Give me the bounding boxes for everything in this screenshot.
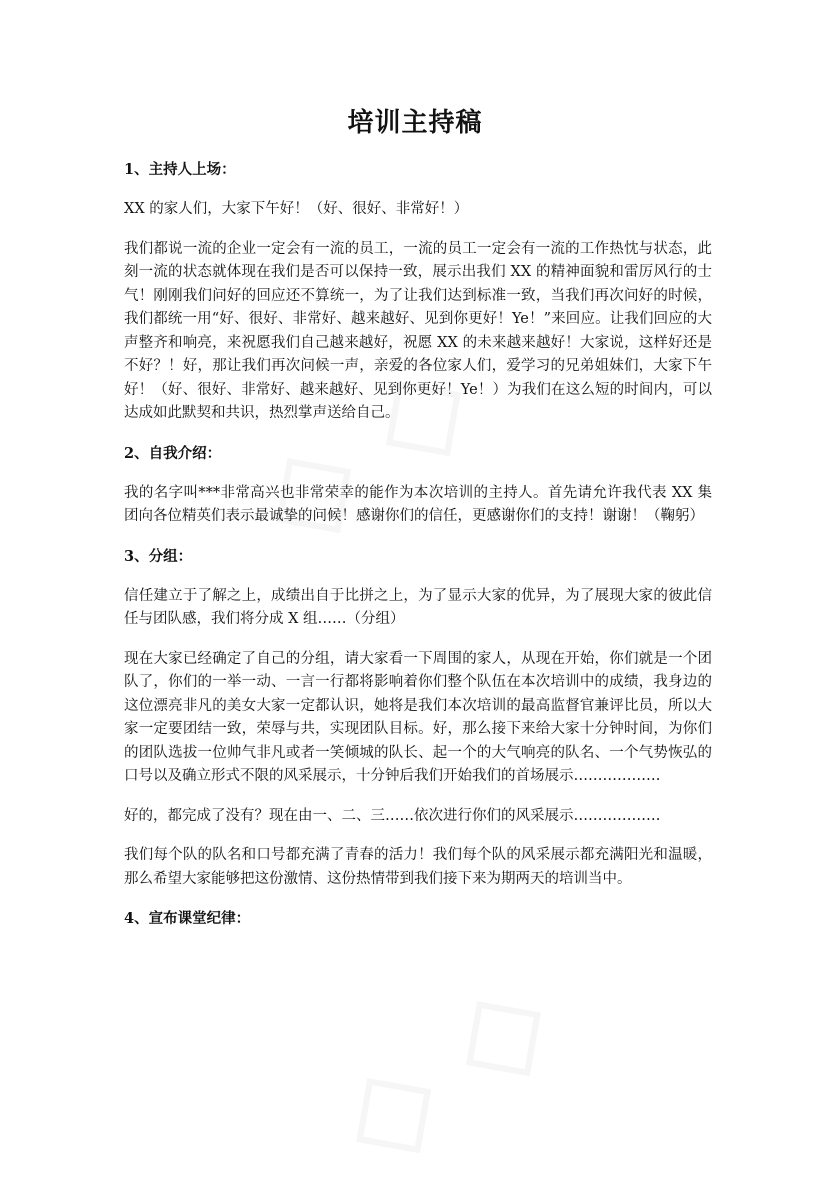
paragraph: 我的名字叫***非常高兴也非常荣幸的能作为本次培训的主持人。首先请允许我代表 XX 集团向各位精英们表示最诚挚的问候！感谢你们的信任，更感谢你们的支持！谢谢！（鞠躬） (124, 484, 712, 524)
section-heading: 2、自我介绍： (124, 444, 222, 462)
paragraph: 信任建立于了解之上，成绩出自于比拼之上，为了显示大家的优异，为了展现大家的彼此信任与团队感，我们将分成 X 组……（分组） (124, 587, 712, 627)
section-grouping (124, 545, 712, 892)
section-classroom-rules (124, 907, 712, 931)
paragraph: XX 的家人们，大家下午好！（好、很好、非常好！） (124, 201, 469, 217)
section-host-entrance (124, 158, 712, 426)
section-heading: 3、分组： (124, 547, 193, 565)
section-self-introduction (124, 442, 712, 529)
watermark (311, 948, 576, 1191)
paragraph: 我们都说一流的企业一定会有一流的员工，一流的员工一定会有一流的工作热忱与状态，此刻一流的状态就体现在我们是否可以保持一致，展示出我们 XX 的精神面貌和雷厉风行的士气！刚刚我们问好的回应还不算统一，为了让我们达到标准一致，当我们再次问好的时候，我们都统一用“好、很好、非常好、越来越好、见到你更好！Ye！”来回应。让我们回应的大声整齐和响亮，来祝愿我们自己越来越好，祝愿 XX 的未来越来越好！大家说，这样好还是不好？！好，那让我们再次问候一声，亲爱的各位家人们，爱学习的兄弟姐妹们，大家下午好！（好、很好、非常好、越来越好、见到你更好！Ye！）为我们在这么短的时间内，可以达成如此默契和共识，热烈掌声送给自己。 (124, 240, 712, 421)
paragraph: 现在大家已经确定了自己的分组，请大家看一下周围的家人，从现在开始，你们就是一个团队了，你们的一举一动、一言一行都将影响着你们整个队伍在本次培训中的成绩，我身边的这位漂亮非凡的美女大家一定都认识，她将是我们本次培训的最高监督官兼评比员，所以大家一定要团结一致，荣辱与共，实现团队目标。好，那么接下来给大家十分钟时间，为你们的团队选拔一位帅气非凡或者一笑倾城的队长、起一个的大气响亮的队名、一个气势恢弘的口号以及确立形式不限的风采展示，十分钟后我们开始我们的首场展示……………… (124, 650, 712, 784)
document-title: 培训主持稿 (347, 108, 483, 138)
paragraph: 好的，都完成了没有？现在由一、二、三……依次进行你们的风采展示……………… (124, 807, 661, 824)
document-body (124, 158, 712, 947)
section-heading: 1、主持人上场： (124, 161, 236, 178)
section-heading: 4、宣布课堂纪律： (124, 910, 251, 927)
paragraph: 我们每个队的队名和口号都充满了青春的活力！我们每个队的风采展示都充满阳光和温暖，那么希望大家能够把这份激情、这份热情带到我们接下来为期两天的培训当中。 (124, 847, 712, 887)
